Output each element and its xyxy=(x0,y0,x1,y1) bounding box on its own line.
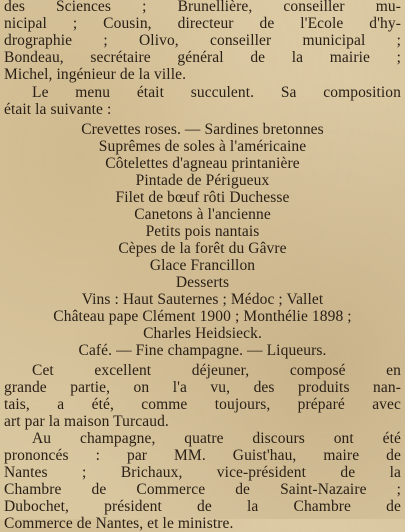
menu-item: Pintade de Périgueux xyxy=(135,172,270,189)
text-line: art par la maison Turcaud. xyxy=(4,413,169,430)
menu-item: Café. — Fine champagne. — Liqueurs. xyxy=(78,342,327,359)
text-line: Cet excellent déjeuner, composé en xyxy=(32,362,401,379)
text-line: Le menu était succulent. Sa composition xyxy=(32,84,401,101)
menu-item: Canetons à l'ancienne xyxy=(134,206,271,223)
text-line: Bondeau, secrétaire général de la mairie ; xyxy=(4,49,401,66)
menu-item: Cèpes de la forêt du Gâvre xyxy=(118,240,287,257)
text-line: Commerce de Nantes, et le ministre. xyxy=(4,515,234,532)
menu-item: Filet de bœuf rôti Duchesse xyxy=(115,189,290,206)
menu-item: Vins : Haut Sauternes ; Médoc ; Vallet xyxy=(81,291,324,308)
text-line: Michel, ingénieur de la ville. xyxy=(4,66,187,83)
menu-item: Charles Heidsieck. xyxy=(143,325,262,342)
menu-item: Crevettes roses. — Sardines bretonnes xyxy=(81,121,324,138)
text-line: grande partie, on l'a vu, des produits nan- xyxy=(4,379,401,396)
text-line: tais, a été, comme toujours, préparé avec xyxy=(4,396,401,413)
menu-item: Suprêmes de soles à l'américaine xyxy=(98,138,307,155)
text-line: Chambre de Commerce de Saint-Nazaire ; xyxy=(4,481,401,498)
text-line: Au champagne, quatre discours ont été xyxy=(32,430,401,447)
text-line: Dubochet, président de la Chambre de xyxy=(4,498,401,515)
menu-item: Glace Francillon xyxy=(149,257,256,274)
menu-item: Château pape Clément 1900 ; Monthélie 1898 ; xyxy=(53,308,352,325)
menu-item: Petits pois nantais xyxy=(145,223,260,240)
text-line: prononcés : par MM. Guist'hau, maire de xyxy=(4,447,401,464)
text-line: drographie ; Olivo, conseiller municipal ; xyxy=(4,32,401,49)
menu-item: Côtelettes d'agneau printanière xyxy=(105,155,300,172)
text-line: nicipal ; Cousin, directeur de l'Ecole d'hy- xyxy=(4,15,401,32)
text-line: Nantes ; Brichaux, vice-président de la xyxy=(4,464,401,481)
menu-item: Desserts xyxy=(175,274,230,291)
text-line: était la suivante : xyxy=(4,101,112,118)
text-line: des Sciences ; Brunellière, conseiller mu- xyxy=(4,0,401,15)
